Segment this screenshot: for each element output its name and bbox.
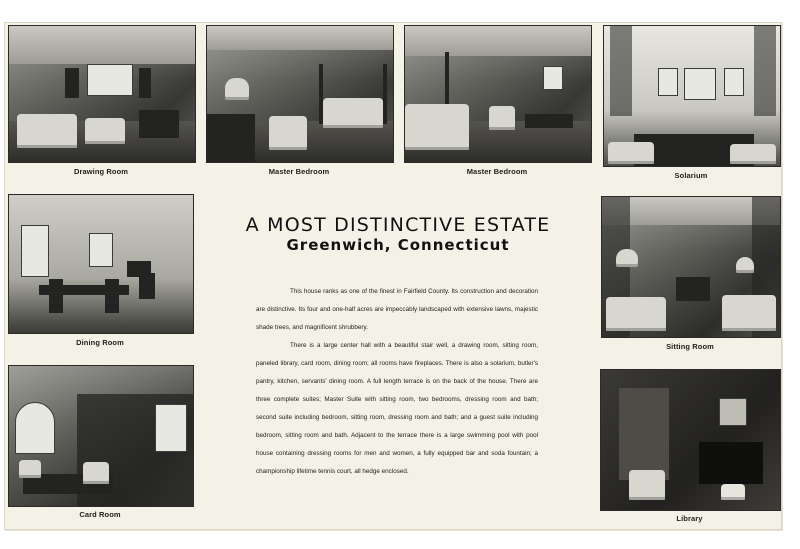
description-paragraph-1: This house ranks as one of the finest in Fairfield County. Its construction and decoration are distinctive. Its four and one-half acres are impeccably landscaped with extensive lawns, majestic shade trees, and magnificent shrubbery. [256, 288, 538, 331]
master-bedroom-caption-2: Master Bedroom [466, 167, 528, 176]
dining-room-caption: Dining Room [76, 338, 124, 347]
brochure-headline: A MOST DISTINCTIVE ESTATE [245, 214, 551, 236]
master-bedroom-photo-1 [206, 25, 394, 163]
estate-description [256, 283, 538, 481]
description-paragraph-2: There is a large center hall with a beautiful stair well, a drawing room, sitting room, paneled library, card room, dining room; all rooms have fireplaces. There is also a solarium, butler's pantry, kitchen, servants' dining room. A full length terrace is on the back of the house. There are three complete suites; Master Suite with sitting room, two bedrooms, dressing room and bath; second suite including bedroom, sitting room, dressing room and bath; and a guest suite including bedroom, sitting room and bath. Adjacent to the terrace there is a large swimming pool with pool house containing dressing rooms for men and women, a fully equipped bar and soda fountain; a championship lifetime tennis court, all hedge enclosed. [256, 342, 538, 475]
solarium-photo [603, 25, 781, 167]
dining-room-photo [8, 194, 194, 334]
library-photo [600, 369, 781, 511]
library-caption: Library [676, 514, 703, 523]
drawing-room-photo [8, 25, 196, 163]
sitting-room-caption: Sitting Room [666, 342, 714, 351]
drawing-room-caption: Drawing Room [73, 167, 129, 176]
master-bedroom-caption-1: Master Bedroom [268, 167, 330, 176]
sitting-room-photo [601, 196, 781, 338]
master-bedroom-photo-2 [404, 25, 592, 163]
solarium-caption: Solarium [674, 171, 708, 180]
card-room-photo [8, 365, 194, 507]
card-room-caption: Card Room [79, 510, 121, 519]
brochure-subhead: Greenwich, Connecticut [286, 236, 510, 254]
